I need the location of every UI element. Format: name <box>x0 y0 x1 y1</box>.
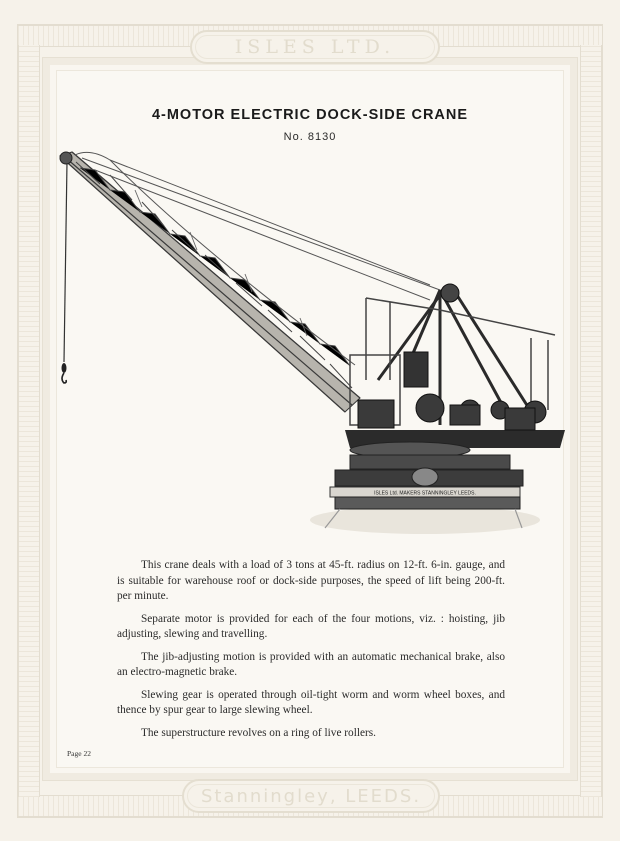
company-location: Stanningley, LEEDS. <box>200 785 422 807</box>
catalog-number: No. 8130 <box>283 131 337 143</box>
maker-nameplate: ISLES Ltd. MAKERS STANNINGLEY LEEDS. <box>374 490 476 497</box>
crane-illustration <box>50 145 580 535</box>
description-paragraph: Separate motor is provided for each of the four motions, viz. : hoisting, jib adjusting, slewing and travelling. <box>117 612 505 640</box>
page-title: 4-MOTOR ELECTRIC DOCK-SIDE CRANE <box>151 107 469 123</box>
description-paragraph: The superstructure revolves on a ring of live rollers. <box>141 726 376 739</box>
border-rib-right <box>580 45 602 797</box>
description-paragraph: The jib-adjusting motion is provided with an automatic mechanical brake, also an electro-magnetic brake. <box>117 650 505 678</box>
header-cartouche <box>190 30 440 64</box>
border-rib-left <box>18 45 40 797</box>
description-paragraph: This crane deals with a load of 3 tons at 45-ft. radius on 12-ft. 6-in. gauge, and is suitable for warehouse roof or dock-side purposes, the speed of lift being 200-ft. per minute. <box>117 559 505 602</box>
company-name: ISLES LTD. <box>234 36 396 58</box>
footer-cartouche <box>182 779 440 813</box>
description-paragraph: Slewing gear is operated through oil-tight worm and worm wheel boxes, and thence by spur gear to large slewing wheel. <box>117 688 505 716</box>
description-text <box>117 558 505 748</box>
page-number: Page 22 <box>67 749 91 758</box>
